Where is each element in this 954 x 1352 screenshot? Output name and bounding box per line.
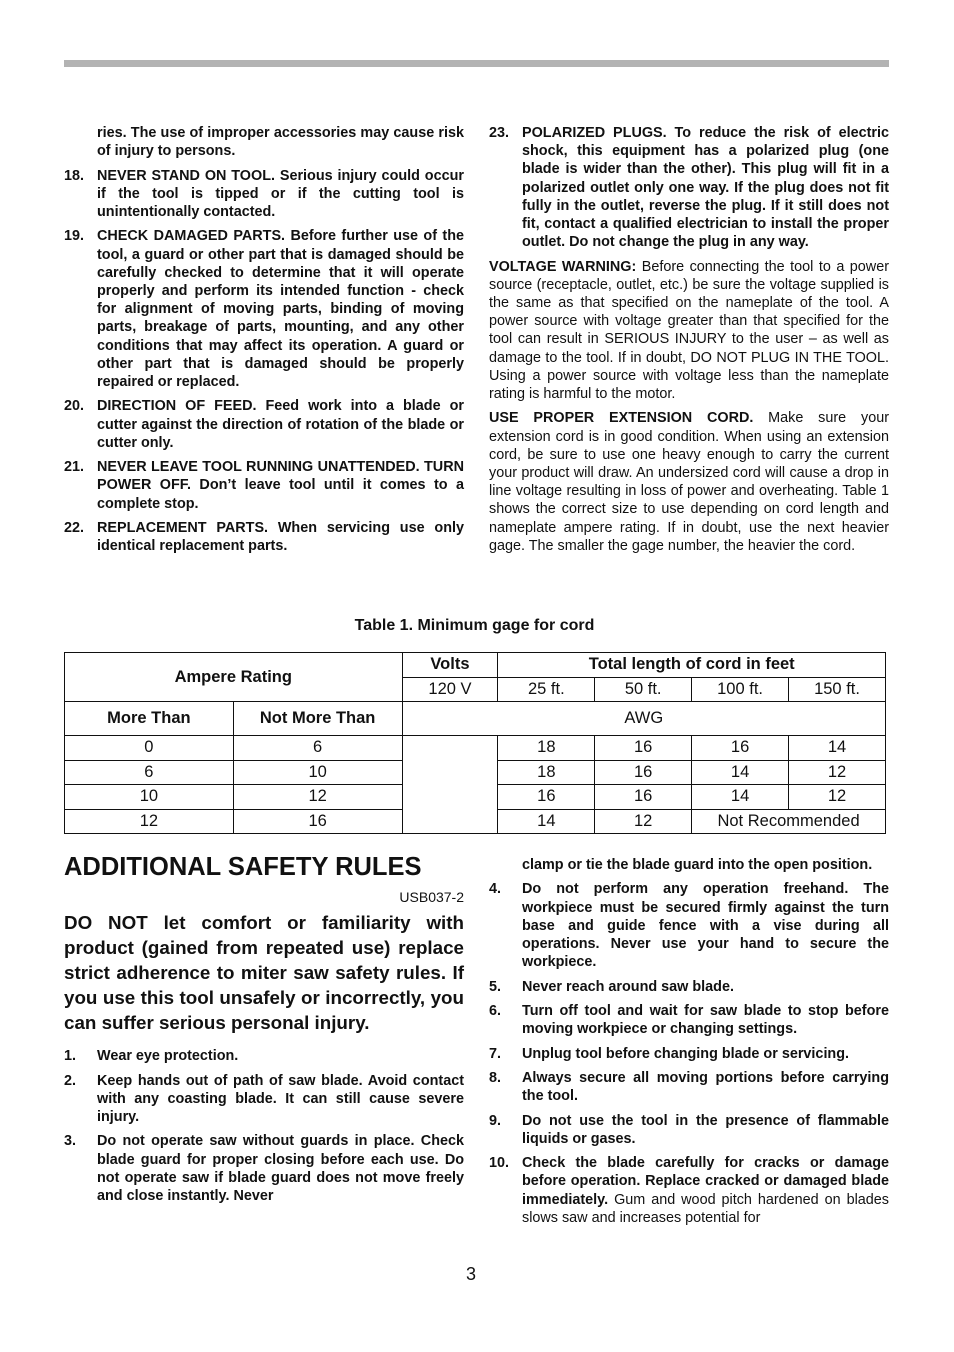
cell-volts-blank <box>402 736 498 834</box>
item-number: 6. <box>489 1002 502 1019</box>
item-text: NEVER STAND ON TOOL. Serious injury could occur if the tool is tipped or if the cutting tool is unintentionally contacted. <box>97 167 464 220</box>
table-header-row-3 <box>65 702 886 736</box>
rule-item-9 <box>489 1112 889 1148</box>
item-number: 7. <box>489 1045 502 1062</box>
cord-gage-table <box>64 652 886 834</box>
table-header-row-1 <box>65 653 886 678</box>
item-text <box>522 1154 889 1227</box>
right-column-top <box>489 124 889 561</box>
header-total-length: Total length of cord in feet <box>498 653 886 678</box>
cell-gage: 16 <box>692 736 789 761</box>
header-voltage: 120 V <box>402 677 498 702</box>
item-number: 9. <box>489 1112 502 1129</box>
cell-not-more-than: 6 <box>233 736 402 761</box>
page-number: 3 <box>466 1264 477 1284</box>
rule-item-1 <box>64 1047 464 1065</box>
header-more-than: More Than <box>65 702 234 736</box>
cell-gage: 14 <box>692 760 789 785</box>
cell-gage: 12 <box>595 809 692 834</box>
item-number: 3. <box>64 1133 77 1150</box>
header-rule <box>64 60 889 67</box>
voltage-warning-lead: VOLTAGE WARNING: <box>489 258 637 275</box>
header-volts: Volts <box>402 653 498 678</box>
item-number: 8. <box>489 1069 502 1086</box>
item-text: Never reach around saw blade. <box>522 978 734 995</box>
cell-gage: 16 <box>498 785 595 810</box>
header-length: 100 ft. <box>692 677 789 702</box>
continuation-text: clamp or tie the blade guard into the open position. <box>522 857 873 873</box>
header-length: 50 ft. <box>595 677 692 702</box>
item-number: 20. <box>64 398 85 415</box>
extension-cord-text: Make sure your extension cord is in good condition. When using an extension cord, be sure to use one heavy enough to carry the current your product will draw. An undersized cord will cause a drop in line voltage resulting in loss of power and overheating. Table 1 shows the correct size to use depending on cord length and nameplate ampere rating. If in doubt, use the next heavier gage. The smaller the gage number, the heavier the cord. <box>489 410 889 554</box>
item-number: 4. <box>489 881 502 898</box>
cell-gage: 16 <box>595 785 692 810</box>
item-text: DIRECTION OF FEED. Feed work into a blade or cutter against the direction of rotation of the blade or cutter only. <box>97 398 464 451</box>
header-ampere-rating: Ampere Rating <box>65 653 403 702</box>
right-column-bottom <box>489 856 889 1233</box>
header-awg: AWG <box>402 702 885 736</box>
item-number: 5. <box>489 978 502 995</box>
item-text-bold: Check the blade carefully for cracks or damage before operation. Replace cracked or damaged blade immediately. <box>522 1155 889 1208</box>
table-title: Table 1. Minimum gage for cord <box>354 617 595 634</box>
left-column-top <box>64 124 464 562</box>
cell-gage: 14 <box>789 736 886 761</box>
continuation-text: ries. The use of improper accessories may cause risk of injury to persons. <box>97 125 464 160</box>
cell-gage: 18 <box>498 736 595 761</box>
cell-not-more-than: 10 <box>233 760 402 785</box>
cell-gage: 12 <box>789 760 886 785</box>
rule-item-5 <box>489 978 889 996</box>
extension-cord-lead: USE PROPER EXTENSION CORD. <box>489 410 754 427</box>
document-reference: USB037-2 <box>399 889 464 905</box>
section-title: ADDITIONAL SAFETY RULES <box>64 853 422 881</box>
item-number: 23. <box>489 125 510 141</box>
item-text: Unplug tool before changing blade or servicing. <box>522 1045 850 1062</box>
item-number: 21. <box>64 459 85 476</box>
item-text: Turn off tool and wait for saw blade to stop before moving workpiece or changing settings. <box>522 1002 889 1038</box>
cell-gage: 14 <box>692 785 789 810</box>
item-number: 22. <box>64 520 85 536</box>
safety-intro: DO NOT let comfort or familiarity with product (gained from repeated use) replace strict adherence to miter saw safety rules. If you use this tool unsafely or incorrectly, you can suffer serious personal injury. <box>64 912 464 1034</box>
cell-more-than: 10 <box>65 785 234 810</box>
cell-gage: 16 <box>595 760 692 785</box>
item-text: Keep hands out of path of saw blade. Avoid contact with any coasting blade. It can still cause severe injury. <box>97 1072 464 1125</box>
cell-more-than: 0 <box>65 736 234 761</box>
item-text: Do not use the tool in the presence of flammable liquids or gases. <box>522 1112 889 1147</box>
rule-item-22 <box>64 519 464 555</box>
item-number: 18. <box>64 167 85 184</box>
item-number: 2. <box>64 1072 77 1089</box>
left-column-bottom <box>64 852 464 1211</box>
rule-item-20 <box>64 397 464 452</box>
cell-gage: 18 <box>498 760 595 785</box>
voltage-warning-text: Before connecting the tool to a power source (receptacle, outlet, etc.) be sure the voltage supplied is the same as that specified on the nameplate of the tool. A power source with voltage greater than that specified for the tool can result in SERIOUS INJURY to the user – as well as damage to the tool. If in doubt, DO NOT PLUG IN THE TOOL. Using a power source with voltage less than the nameplate rating is harmful to the motor. <box>489 258 889 403</box>
cell-gage: 12 <box>789 785 886 810</box>
extension-cord-note <box>489 409 889 555</box>
cell-more-than: 12 <box>65 809 234 834</box>
voltage-warning <box>489 258 889 404</box>
rule-item-3 <box>64 1132 464 1205</box>
rule-item-8 <box>489 1069 889 1105</box>
item-number: 1. <box>64 1048 77 1065</box>
rule-item-21 <box>64 458 464 513</box>
header-not-more-than: Not More Than <box>233 702 402 736</box>
rule-item-19 <box>64 227 464 391</box>
cell-not-more-than: 12 <box>233 785 402 810</box>
rule-item-2 <box>64 1072 464 1127</box>
item-text: Always secure all moving portions before carrying the tool. <box>522 1069 889 1105</box>
item-text: Wear eye protection. <box>97 1048 239 1065</box>
rule-item-10 <box>489 1154 889 1227</box>
item-text: Do not perform any operation freehand. The workpiece must be secured firmly against the turn base and guide fence with a vise during all operations. Never use your hand to secure the workpiece. <box>522 881 889 971</box>
cell-gage: 16 <box>595 736 692 761</box>
item-text: NEVER LEAVE TOOL RUNNING UNATTENDED. TURN POWER OFF. Don’t leave tool until it comes to a complete stop. <box>97 459 464 512</box>
header-length: 150 ft. <box>789 677 886 702</box>
rule-item-7 <box>489 1045 889 1063</box>
rule-item-18 <box>64 167 464 222</box>
rule-item-23 <box>489 124 889 251</box>
item-text: CHECK DAMAGED PARTS. Before further use of the tool, a guard or other part that is damaged should be carefully checked to determine that it will operate properly and perform its intended function - check for alignment of moving parts, binding of moving parts, breakage of parts, mounting, and any other conditions that may affect its operation. A guard or other part that is damaged should be properly repaired or replaced. <box>97 228 464 391</box>
item-number: 19. <box>64 228 85 245</box>
cell-gage: 14 <box>498 809 595 834</box>
rule-item-6 <box>489 1002 889 1038</box>
item-text: REPLACEMENT PARTS. When servicing use only identical replacement parts. <box>97 520 464 555</box>
header-length: 25 ft. <box>498 677 595 702</box>
table-row <box>65 736 886 761</box>
rule-item-4 <box>489 880 889 971</box>
item-number: 10. <box>489 1155 510 1172</box>
cell-not-recommended: Not Recommended <box>692 809 886 834</box>
item-text: POLARIZED PLUGS. To reduce the risk of electric shock, this equipment has a polarized plug (one blade is wider than the other). This plug will fit in a polarized outlet only one way. If the plug does not fit fully in the outlet, reverse the plug. If it still does not fit, contact a qualified electrician to install the proper outlet. Do not change the plug in any way. <box>522 125 889 251</box>
item-text-normal: Gum and wood pitch hardened on blades slows saw and increases potential for <box>522 1191 889 1226</box>
cell-not-more-than: 16 <box>233 809 402 834</box>
cell-more-than: 6 <box>65 760 234 785</box>
item-text: Do not operate saw without guards in place. Check blade guard for proper closing before each use. Do not operate saw if blade guard does not move freely and close instantly. Never <box>97 1133 464 1204</box>
